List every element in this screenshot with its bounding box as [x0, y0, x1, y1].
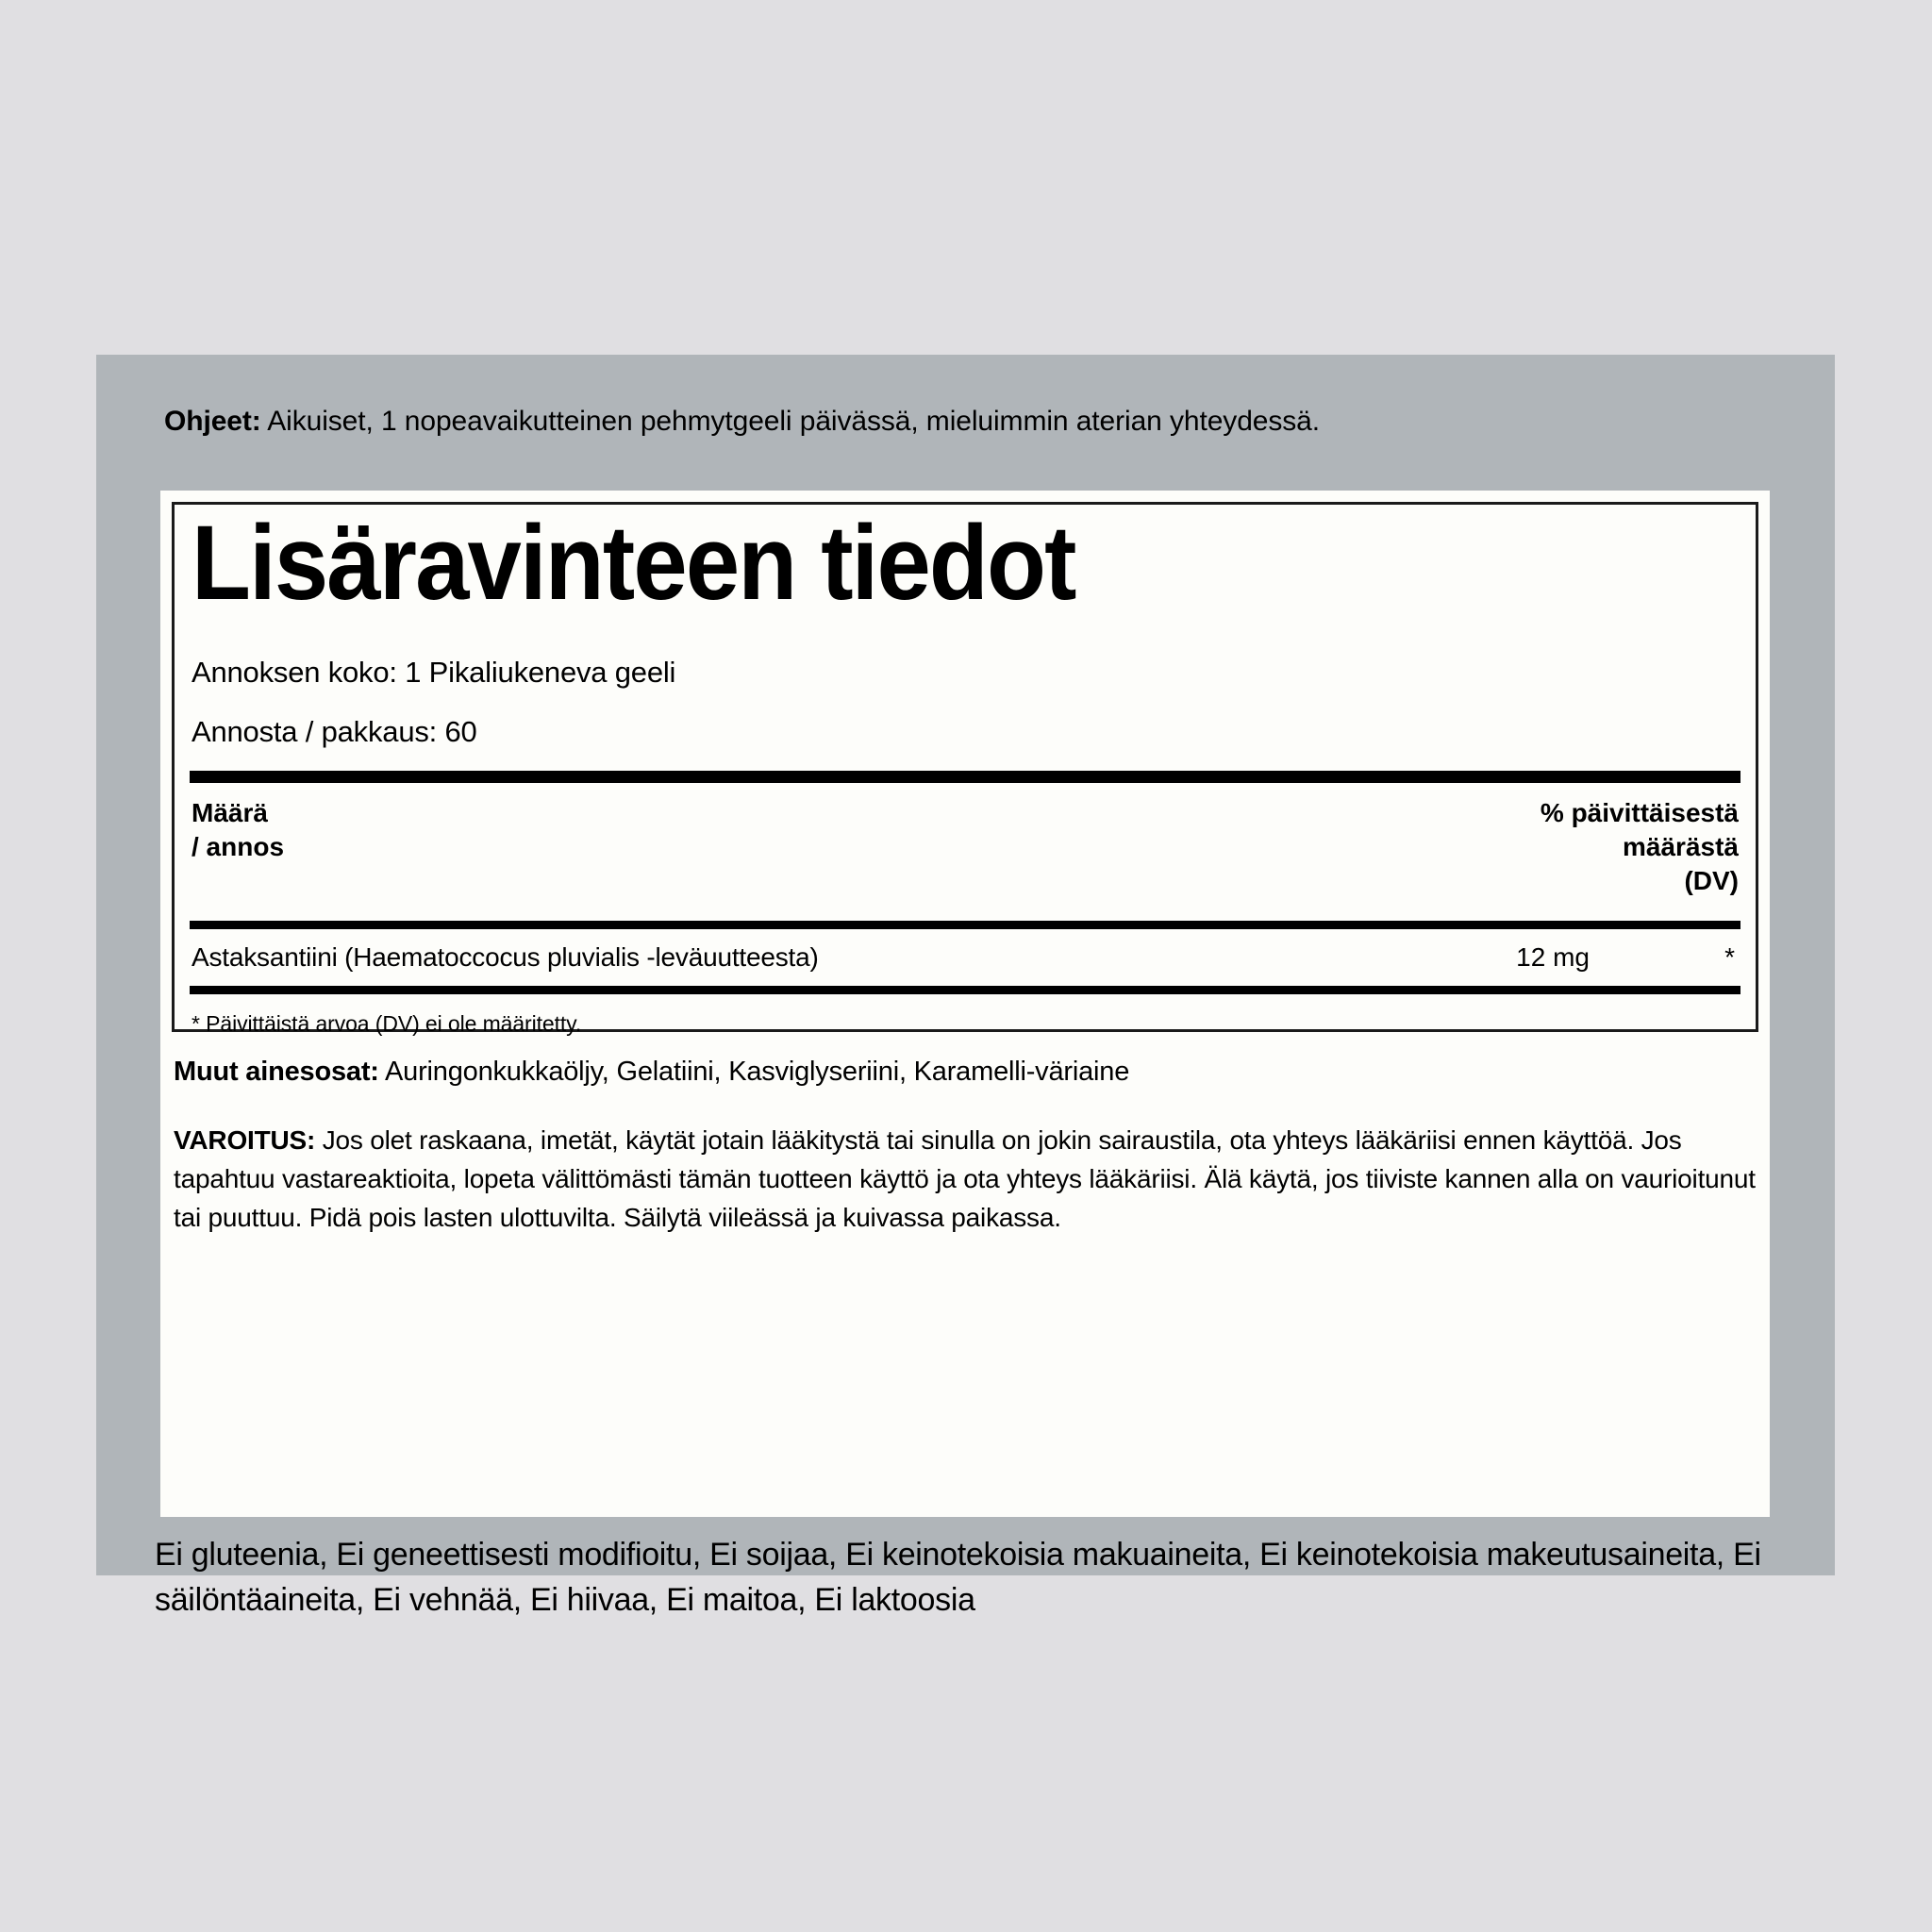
rule-below-nutrients [190, 986, 1740, 994]
supplement-facts-box [172, 502, 1758, 1036]
amount-header-line2: / annos [192, 831, 285, 861]
free-from-claims: Ei gluteenia, Ei geneettisesti modifioitu, Ei soijaa, Ei keinotekoisia makuaineita, Ei keinotekoisia makeutusaineita, Ei säilöntäaineita, Ei vehnää, Ei hiivaa, Ei maitoa, Ei laktoosia [155, 1537, 1761, 1619]
other-ingredients-text [174, 1055, 1749, 1091]
dv-header-line1: % päivittäisestä [1540, 798, 1739, 827]
amount-header-line1: Määrä [192, 798, 268, 827]
warning-text [174, 1121, 1757, 1237]
dv-header-line3: (DV) [1684, 865, 1739, 895]
serving-size: Annoksen koko: 1 Pikaliukeneva geeli [192, 656, 676, 689]
dv-header-line2: määrästä [1623, 831, 1739, 861]
nutrient-row [190, 929, 1740, 986]
warning-label: VAROITUS: [174, 1125, 316, 1155]
amount-per-serving-header [192, 796, 284, 864]
other-ingredients-body: Auringonkukkaöljy, Gelatiini, Kasviglyseriini, Karamelli-väriaine [378, 1057, 1130, 1087]
supplement-facts-title: Lisäravinteen tiedot [192, 504, 1075, 622]
nutrient-name: Astaksantiini (Haematoccocus pluvialis -leväuutteesta) [192, 942, 819, 972]
supplement-facts-card [160, 491, 1770, 1517]
directions-text [164, 404, 1787, 440]
other-ingredients-label: Muut ainesosat: [174, 1057, 379, 1087]
supplement-label-panel [96, 355, 1835, 1619]
column-headers [190, 792, 1740, 921]
directions-body: Aikuiset, 1 nopeavaikutteinen pehmytgeeli päivässä, mieluimmin aterian yhteydessä. [260, 406, 1320, 437]
nutrient-amount: 12 mg [1516, 942, 1590, 972]
servings-per-container: Annosta / pakkaus: 60 [192, 715, 477, 748]
nutrient-daily-value: * [1724, 942, 1735, 972]
daily-value-footnote: * Päivittäistä arvoa (DV) ei ole määritetty. [192, 1011, 582, 1036]
rule-below-columns [190, 921, 1740, 929]
daily-value-header [1541, 796, 1739, 897]
directions-label: Ohjeet: [164, 406, 261, 437]
rule-above-columns [190, 771, 1740, 783]
warning-body: Jos olet raskaana, imetät, käytät jotain lääkitystä tai sinulla on jokin sairaustila, ota yhteys lääkäriisi ennen käyttöä. Jos tapahtuu vastareaktioita, lopeta välittömästi tämän tuotteen käyttö ja ota yhteys lääkäriisi. Älä käytä, jos tiiviste kannen alla on vaurioitunut tai puuttuu. Pidä pois lasten ulottuvilta. Säilytä viileässä ja kuivassa paikassa. [174, 1125, 1756, 1233]
